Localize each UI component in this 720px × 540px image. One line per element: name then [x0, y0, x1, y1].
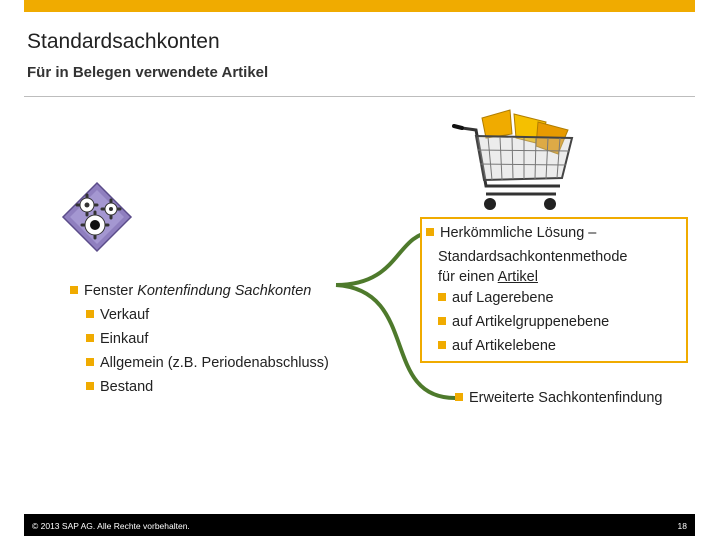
square-bullet-icon — [86, 310, 94, 318]
list-item: Einkauf — [70, 327, 329, 351]
left-list-heading: Fenster Kontenfindung Sachkonten — [70, 279, 329, 303]
square-bullet-icon — [86, 382, 94, 390]
standard-method-box — [420, 217, 688, 363]
square-bullet-icon — [438, 317, 446, 325]
list-item: Verkauf — [70, 303, 329, 327]
box-heading-line1: Herkömmliche Lösung – — [422, 221, 686, 245]
gears-icon — [60, 180, 134, 254]
list-item: auf Artikelgruppenebene — [422, 310, 686, 334]
page-title: Standardsachkonten — [27, 30, 220, 53]
square-bullet-icon — [70, 286, 78, 294]
copyright-text: © 2013 SAP AG. Alle Rechte vorbehalten. — [32, 521, 190, 531]
square-bullet-icon — [86, 358, 94, 366]
square-bullet-icon — [438, 341, 446, 349]
page-number: 18 — [677, 521, 687, 531]
left-bullet-list — [70, 279, 329, 399]
page-subtitle: Für in Belegen verwendete Artikel — [27, 64, 269, 81]
shopping-cart-icon — [452, 108, 582, 216]
header-divider — [24, 96, 695, 97]
list-item: Bestand — [70, 375, 329, 399]
square-bullet-icon — [438, 293, 446, 301]
footer-bar — [24, 514, 695, 536]
square-bullet-icon — [455, 393, 463, 401]
list-item: auf Lagerebene — [422, 286, 686, 310]
square-bullet-icon — [86, 334, 94, 342]
top-accent-bar — [24, 0, 695, 12]
list-item: Allgemein (z.B. Periodenabschluss) — [70, 351, 329, 375]
list-item: auf Artikelebene — [422, 334, 686, 358]
extended-account-determination: Erweiterte Sachkontenfindung — [455, 390, 662, 406]
box-heading-line3: für einen Artikel — [438, 269, 538, 285]
box-heading-line2: Standardsachkontenmethode — [438, 249, 628, 265]
artikel-link[interactable]: Artikel — [497, 269, 538, 285]
square-bullet-icon — [426, 228, 434, 236]
